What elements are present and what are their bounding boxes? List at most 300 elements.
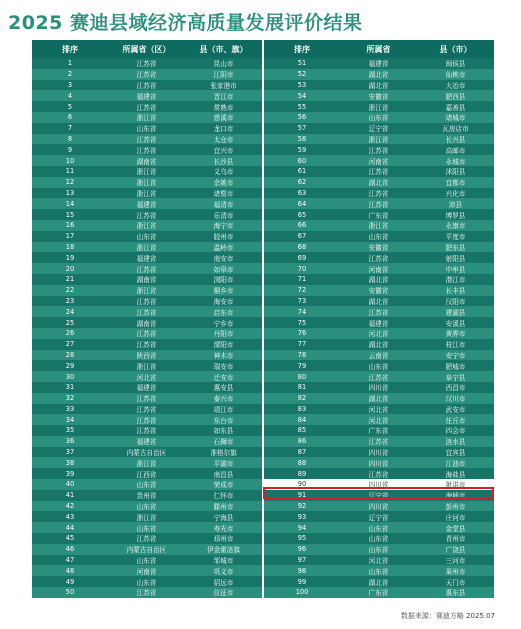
rank-cell: 51 <box>297 59 307 68</box>
rank-cell: 80 <box>297 372 307 381</box>
rank-cell: 23 <box>65 296 75 305</box>
rank-cell: 9 <box>67 145 73 154</box>
table-row <box>32 468 262 479</box>
rank-cell: 93 <box>297 512 307 521</box>
county-cell: 宜宾县 <box>445 449 466 458</box>
county-cell: 中牟县 <box>445 265 466 274</box>
table-row <box>32 296 262 307</box>
county-cell: 沛县 <box>448 200 463 209</box>
county-cell: 汉川市 <box>445 395 466 404</box>
county-cell: 嘉善县 <box>445 103 466 112</box>
rank-cell: 60 <box>297 156 307 165</box>
province-cell: 江苏省 <box>368 189 389 198</box>
county-cell: 永城市 <box>445 157 466 166</box>
table-row <box>32 555 262 566</box>
county-cell: 寿光市 <box>213 524 234 533</box>
table-row <box>264 242 494 253</box>
header-province: 所属省（区） <box>122 44 171 54</box>
rank-cell: 1 <box>67 59 73 68</box>
province-cell: 福建省 <box>136 438 157 447</box>
table-row <box>32 447 262 458</box>
table-header <box>32 40 262 58</box>
province-cell: 河南省 <box>136 567 157 576</box>
province-cell: 山东省 <box>136 481 157 490</box>
table-row <box>264 69 494 80</box>
table-row <box>32 166 262 177</box>
county-cell: 伊金霍洛旗 <box>207 546 240 555</box>
province-cell: 福建省 <box>368 60 389 69</box>
province-cell: 浙江省 <box>136 189 157 198</box>
province-cell: 江苏省 <box>136 71 157 80</box>
rank-cell: 26 <box>65 329 75 338</box>
table-row <box>264 468 494 479</box>
county-cell: 沭阳县 <box>445 168 466 177</box>
county-cell: 招远市 <box>213 578 234 587</box>
rank-cell: 27 <box>65 340 75 349</box>
province-cell: 湖北省 <box>368 179 389 188</box>
rank-cell: 8 <box>67 134 73 143</box>
table-row <box>32 90 262 101</box>
province-cell: 浙江省 <box>136 243 157 252</box>
province-cell: 浙江省 <box>136 459 157 468</box>
county-cell: 瓦房店市 <box>442 125 469 134</box>
table-row <box>32 328 262 339</box>
rank-cell: 37 <box>65 448 75 457</box>
county-cell: 张家港市 <box>210 81 237 90</box>
table-row <box>264 263 494 274</box>
table-row <box>264 306 494 317</box>
county-cell: 海宁市 <box>213 222 234 231</box>
county-cell: 任丘市 <box>445 416 466 425</box>
province-cell: 安徽省 <box>368 243 389 252</box>
rank-cell: 100 <box>295 588 309 597</box>
province-cell: 四川省 <box>368 459 389 468</box>
province-cell: 江西省 <box>136 470 157 479</box>
county-cell: 天门市 <box>445 578 466 587</box>
table-row <box>32 177 262 188</box>
province-cell: 山东省 <box>368 546 389 555</box>
table-row <box>264 339 494 350</box>
county-cell: 高邮市 <box>445 146 466 155</box>
county-cell: 余姚市 <box>213 179 234 188</box>
province-cell: 辽宁省 <box>368 492 389 501</box>
county-cell: 三河市 <box>445 557 466 566</box>
table-row <box>32 306 262 317</box>
rank-cell: 36 <box>65 437 75 446</box>
table-row <box>264 80 494 91</box>
table-row <box>264 555 494 566</box>
county-cell: 博罗县 <box>445 211 466 220</box>
county-cell: 长兴县 <box>445 135 466 144</box>
county-cell: 慈溪市 <box>213 114 234 123</box>
table-row <box>32 414 262 425</box>
province-cell: 江苏省 <box>136 297 157 306</box>
table-row <box>32 565 262 576</box>
table-row <box>264 501 494 512</box>
rank-cell: 22 <box>65 286 75 295</box>
rank-cell: 65 <box>297 210 307 219</box>
table-header <box>264 40 494 58</box>
county-cell: 宁海县 <box>213 513 234 522</box>
province-cell: 山东省 <box>136 125 157 134</box>
province-cell: 福建省 <box>136 254 157 263</box>
ranking-table-left <box>32 40 262 598</box>
province-cell: 山东省 <box>368 233 389 242</box>
province-cell: 江苏省 <box>136 405 157 414</box>
county-cell: 长沙县 <box>213 157 234 166</box>
rank-cell: 40 <box>65 480 75 489</box>
rank-cell: 74 <box>297 307 307 316</box>
province-cell: 江苏省 <box>136 135 157 144</box>
province-cell: 江苏省 <box>368 438 389 447</box>
table-row <box>32 436 262 447</box>
table-row <box>32 209 262 220</box>
table-row <box>32 576 262 587</box>
county-cell: 太仓市 <box>213 135 234 144</box>
rank-cell: 91 <box>297 491 307 500</box>
province-cell: 湖北省 <box>368 395 389 404</box>
county-cell: 丹阳市 <box>213 330 234 339</box>
rank-cell: 89 <box>297 469 307 478</box>
rank-cell: 29 <box>65 361 75 370</box>
table-row <box>264 544 494 555</box>
county-cell: 平度市 <box>445 233 466 242</box>
county-cell: 肥城市 <box>445 362 466 371</box>
table-row <box>32 134 262 145</box>
province-cell: 江苏省 <box>136 146 157 155</box>
table-row <box>32 511 262 522</box>
province-cell: 四川省 <box>368 481 389 490</box>
header-province: 所属省 <box>366 44 391 54</box>
county-cell: 肥东县 <box>445 243 466 252</box>
province-cell: 浙江省 <box>368 103 389 112</box>
province-cell: 湖北省 <box>368 578 389 587</box>
province-cell: 江苏省 <box>368 146 389 155</box>
county-cell: 荣成市 <box>213 481 234 490</box>
rank-cell: 30 <box>65 372 75 381</box>
county-cell: 仪征市 <box>213 589 234 598</box>
province-cell: 河南省 <box>368 265 389 274</box>
county-cell: 温岭市 <box>213 243 234 252</box>
province-cell: 浙江省 <box>368 222 389 231</box>
county-cell: 江阴市 <box>213 71 234 80</box>
table-row <box>32 360 262 371</box>
rank-cell: 14 <box>65 199 75 208</box>
county-cell: 瑞安市 <box>213 362 234 371</box>
rank-cell: 55 <box>297 102 307 111</box>
province-cell: 山东省 <box>136 524 157 533</box>
county-cell: 准格尔旗 <box>210 449 237 458</box>
table-row <box>264 90 494 101</box>
province-cell: 云南省 <box>368 351 389 360</box>
county-cell: 靖江市 <box>213 405 234 414</box>
table-row <box>264 457 494 468</box>
table-row <box>264 533 494 544</box>
county-cell: 浏阳市 <box>213 276 234 285</box>
county-cell: 南安市 <box>213 254 234 263</box>
table-row <box>264 296 494 307</box>
county-cell: 黄骅市 <box>445 330 466 339</box>
table-row <box>32 533 262 544</box>
province-cell: 浙江省 <box>136 168 157 177</box>
table-row <box>264 371 494 382</box>
province-cell: 浙江省 <box>136 362 157 371</box>
county-cell: 泰兴市 <box>213 395 234 404</box>
province-cell: 四川省 <box>368 449 389 458</box>
county-cell: 宜兴市 <box>213 146 234 155</box>
county-cell: 汉阳市 <box>445 297 466 306</box>
rank-cell: 88 <box>297 458 307 467</box>
table-row <box>32 198 262 209</box>
county-cell: 莱州市 <box>445 567 466 576</box>
rank-cell: 61 <box>297 167 307 176</box>
rank-cell: 33 <box>65 404 75 413</box>
rank-cell: 19 <box>65 253 75 262</box>
rank-cell: 52 <box>297 70 307 79</box>
province-cell: 浙江省 <box>136 287 157 296</box>
province-cell: 江苏省 <box>136 395 157 404</box>
county-cell: 惠东县 <box>445 589 466 598</box>
rank-cell: 4 <box>67 91 73 100</box>
province-cell: 贵州省 <box>136 492 157 501</box>
rank-cell: 78 <box>297 350 307 359</box>
data-source-note: 数据来源：赛迪方略 2025.07 <box>400 612 495 620</box>
rank-cell: 67 <box>297 232 307 241</box>
rank-cell: 15 <box>65 210 75 219</box>
table-row <box>264 155 494 166</box>
rank-cell: 44 <box>65 523 75 532</box>
province-cell: 福建省 <box>136 92 157 101</box>
province-cell: 广东省 <box>368 427 389 436</box>
rank-cell: 5 <box>67 102 73 111</box>
table-row <box>32 242 262 253</box>
province-cell: 山东省 <box>368 524 389 533</box>
table-row <box>264 328 494 339</box>
county-cell: 迁安市 <box>213 373 234 382</box>
rank-cell: 62 <box>297 178 307 187</box>
county-cell: 邹城市 <box>213 557 234 566</box>
table-row <box>32 69 262 80</box>
table-row <box>264 123 494 134</box>
province-cell: 山东省 <box>368 114 389 123</box>
rank-cell: 58 <box>297 134 307 143</box>
table-row <box>32 252 262 263</box>
rank-cell: 87 <box>297 448 307 457</box>
rank-cell: 59 <box>297 145 307 154</box>
province-cell: 辽宁省 <box>368 125 389 134</box>
province-cell: 河北省 <box>368 405 389 414</box>
table-row <box>32 263 262 274</box>
county-cell: 平湖市 <box>213 459 234 468</box>
table-row <box>32 522 262 533</box>
province-cell: 山东省 <box>368 535 389 544</box>
county-cell: 武安市 <box>445 405 466 414</box>
county-cell: 滕州市 <box>213 503 234 512</box>
rank-cell: 28 <box>65 350 75 359</box>
rank-cell: 34 <box>65 415 75 424</box>
county-cell: 兴化市 <box>445 189 466 198</box>
rank-cell: 3 <box>67 80 73 89</box>
county-cell: 海安市 <box>213 297 234 306</box>
table-row <box>32 112 262 123</box>
table-row <box>264 360 494 371</box>
county-cell: 神木市 <box>213 351 234 360</box>
table-row <box>264 134 494 145</box>
table-row <box>264 425 494 436</box>
rank-cell: 84 <box>297 415 307 424</box>
rank-cell: 98 <box>297 566 307 575</box>
province-cell: 福建省 <box>136 200 157 209</box>
province-cell: 山东省 <box>136 578 157 587</box>
rank-cell: 68 <box>297 242 307 251</box>
province-cell: 湖北省 <box>368 276 389 285</box>
county-cell: 江油市 <box>445 459 466 468</box>
county-cell: 惠安县 <box>213 384 234 393</box>
table-row <box>264 177 494 188</box>
province-cell: 浙江省 <box>136 222 157 231</box>
rank-cell: 16 <box>65 221 75 230</box>
county-cell: 义乌市 <box>213 168 234 177</box>
table-row <box>32 58 262 69</box>
table-row <box>264 522 494 533</box>
county-cell: 溧阳市 <box>213 341 234 350</box>
table-row <box>32 371 262 382</box>
rank-cell: 63 <box>297 188 307 197</box>
county-cell: 长丰县 <box>445 287 466 296</box>
rank-cell: 76 <box>297 329 307 338</box>
rank-cell: 38 <box>65 458 75 467</box>
table-row <box>32 587 262 598</box>
province-cell: 江苏省 <box>136 60 157 69</box>
province-cell: 河北省 <box>136 373 157 382</box>
table-row <box>32 457 262 468</box>
rank-cell: 95 <box>297 534 307 543</box>
rank-cell: 70 <box>297 264 307 273</box>
province-cell: 江苏省 <box>136 81 157 90</box>
county-cell: 晋江市 <box>213 92 234 101</box>
table-row <box>32 404 262 415</box>
province-cell: 福建省 <box>136 384 157 393</box>
county-cell: 乐清市 <box>213 211 234 220</box>
county-cell: 海城市 <box>445 492 466 501</box>
table-row <box>32 425 262 436</box>
rank-cell: 96 <box>297 545 307 554</box>
table-row <box>264 414 494 425</box>
rank-cell: 25 <box>65 318 75 327</box>
county-cell: 安宁市 <box>445 351 466 360</box>
county-cell: 石狮市 <box>213 438 234 447</box>
table-row <box>264 188 494 199</box>
province-cell: 山东省 <box>136 557 157 566</box>
county-cell: 金堂县 <box>445 524 466 533</box>
rank-cell: 86 <box>297 437 307 446</box>
province-cell: 江苏省 <box>136 416 157 425</box>
county-cell: 四会市 <box>445 427 466 436</box>
rank-cell: 43 <box>65 512 75 521</box>
county-cell: 昆山市 <box>213 60 234 69</box>
table-row <box>32 123 262 134</box>
province-cell: 湖北省 <box>368 71 389 80</box>
rank-cell: 90 <box>297 480 307 489</box>
table-row <box>264 209 494 220</box>
table-row <box>264 511 494 522</box>
table-row <box>32 80 262 91</box>
rank-cell: 64 <box>297 199 307 208</box>
rank-cell: 47 <box>65 556 75 565</box>
table-row <box>32 317 262 328</box>
table-row <box>264 576 494 587</box>
province-cell: 浙江省 <box>136 179 157 188</box>
province-cell: 河北省 <box>368 557 389 566</box>
province-cell: 湖南省 <box>136 276 157 285</box>
rank-cell: 35 <box>65 426 75 435</box>
county-cell: 阜宁县 <box>445 373 466 382</box>
province-cell: 江苏省 <box>368 254 389 263</box>
table-row <box>32 188 262 199</box>
rank-cell: 20 <box>65 264 75 273</box>
province-cell: 江苏省 <box>136 308 157 317</box>
rank-cell: 71 <box>297 275 307 284</box>
county-cell: 如东县 <box>213 427 234 436</box>
county-cell: 桐乡市 <box>213 287 234 296</box>
rank-cell: 83 <box>297 404 307 413</box>
county-cell: 潜江市 <box>445 276 466 285</box>
table-row <box>32 285 262 296</box>
rank-cell: 13 <box>65 188 75 197</box>
county-cell: 枝江市 <box>445 341 466 350</box>
rank-cell: 81 <box>297 383 307 392</box>
county-cell: 常熟市 <box>213 103 234 112</box>
table-row <box>264 166 494 177</box>
table-row <box>264 565 494 576</box>
table-row <box>264 198 494 209</box>
table-row <box>32 382 262 393</box>
province-cell: 安徽省 <box>368 92 389 101</box>
county-cell: 仙桃市 <box>445 71 466 80</box>
table-row <box>32 339 262 350</box>
province-cell: 江苏省 <box>136 265 157 274</box>
rank-cell: 92 <box>297 502 307 511</box>
table-row <box>264 317 494 328</box>
county-cell: 青州市 <box>445 535 466 544</box>
province-cell: 山东省 <box>136 233 157 242</box>
rank-cell: 24 <box>65 307 75 316</box>
table-row <box>32 274 262 285</box>
province-cell: 河南省 <box>368 157 389 166</box>
province-cell: 浙江省 <box>136 513 157 522</box>
header-county: 县（市、旗） <box>199 44 248 54</box>
county-cell: 巩义市 <box>213 567 234 576</box>
province-cell: 山东省 <box>368 567 389 576</box>
rank-cell: 50 <box>65 588 75 597</box>
rank-cell: 17 <box>65 232 75 241</box>
county-cell: 涟水县 <box>445 438 466 447</box>
province-cell: 湖南省 <box>136 157 157 166</box>
table-row <box>32 101 262 112</box>
table-row <box>32 155 262 166</box>
province-cell: 湖北省 <box>368 297 389 306</box>
table-row <box>264 447 494 458</box>
table-row <box>32 479 262 490</box>
province-cell: 河北省 <box>368 330 389 339</box>
rank-cell: 45 <box>65 534 75 543</box>
table-row <box>264 587 494 598</box>
table-row <box>264 404 494 415</box>
table-row <box>264 274 494 285</box>
rank-cell: 72 <box>297 286 307 295</box>
province-cell: 湖北省 <box>368 341 389 350</box>
header-rank: 排序 <box>294 44 310 54</box>
